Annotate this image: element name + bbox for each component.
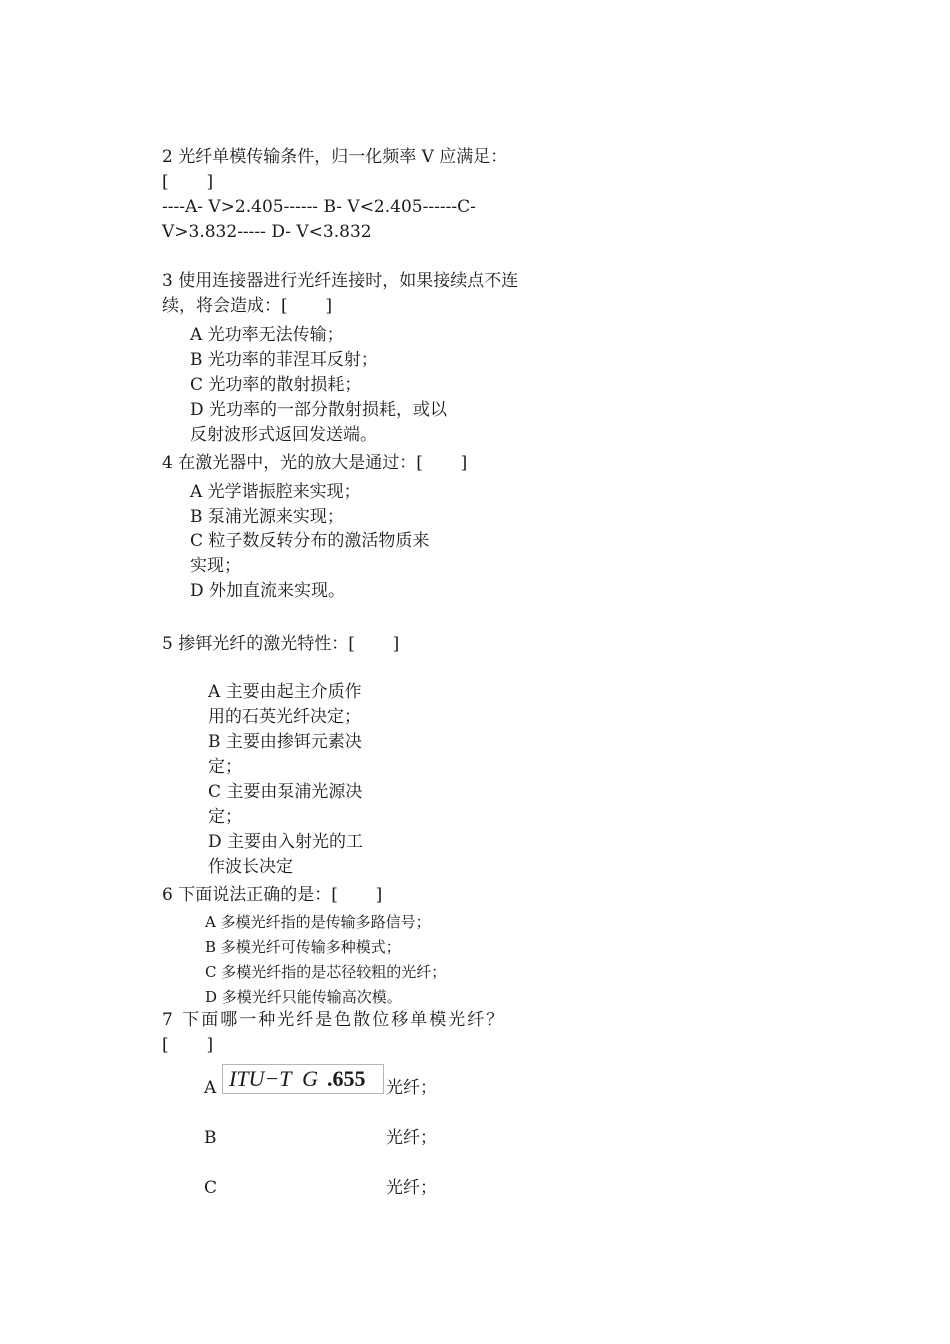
question-6-option-c: C 多模光纤指的是芯径较粗的光纤； [205, 963, 447, 981]
question-6-option-d: D 多模光纤只能传输高次模。 [205, 988, 402, 1006]
question-3-line-2: 续，将会造成：[ ] [162, 296, 333, 316]
question-7-option-c-letter: C [204, 1178, 218, 1198]
question-4-line-1: 4 在激光器中，光的放大是通过：[ ] [162, 453, 468, 473]
formula-number: .655 [327, 1066, 366, 1091]
question-7-option-a-letter: A [204, 1078, 217, 1098]
question-4-option-a: A 光学谐振腔来实现； [190, 482, 361, 502]
question-4-option-b: B 泵浦光源来实现； [190, 507, 344, 527]
formula-itu-t-g: ITU−T G [229, 1066, 319, 1091]
question-7-option-c-suffix: 光纤； [386, 1178, 437, 1198]
question-4-option-d: D 外加直流来实现。 [190, 581, 346, 601]
question-6-option-a: A 多模光纤指的是传输多路信号； [205, 913, 431, 931]
question-5-option-a-line-1: A 主要由起主介质作 [208, 682, 362, 702]
question-3-option-a: A 光功率无法传输； [190, 325, 344, 345]
question-2-options-line-1: ----A- V>2.405------ B- V<2.405------C- [162, 197, 476, 217]
question-5-option-d-line-2: 作波长决定 [208, 857, 293, 877]
question-6-line-1: 6 下面说法正确的是：[ ] [162, 885, 383, 905]
question-4-option-c-line-2: 实现； [190, 556, 241, 576]
question-5-option-b-line-2: 定； [208, 757, 242, 777]
question-7-option-b-letter: B [204, 1128, 217, 1148]
question-5-option-d-line-1: D 主要由入射光的工 [208, 832, 364, 852]
question-3-option-b: B 光功率的菲涅耳反射； [190, 350, 378, 370]
question-5-option-c-line-2: 定； [208, 807, 242, 827]
question-3-line-1: 3 使用连接器进行光纤连接时，如果接续点不连 [162, 271, 519, 291]
itu-t-g655-formula-image [222, 1064, 384, 1094]
question-2-options-line-2: V>3.832----- D- V<3.832 [162, 222, 372, 242]
question-2-line-1: 2 光纤单模传输条件，归一化频率 V 应满足： [162, 147, 508, 167]
question-5-option-b-line-1: B 主要由掺铒元素决 [208, 732, 362, 752]
question-3-option-d-line-1: D 光功率的一部分散射损耗，或以 [190, 400, 448, 420]
question-7-bracket: [ ] [162, 1035, 214, 1055]
question-5-option-c-line-1: C 主要由泵浦光源决 [208, 782, 363, 802]
question-3-option-d-line-2: 反射波形式返回发送端。 [190, 425, 377, 445]
question-7-line-1: 7 下面哪一种光纤是色散位移单模光纤？ [162, 1010, 506, 1030]
question-5-option-a-line-2: 用的石英光纤决定； [208, 707, 361, 727]
question-7-option-a-suffix: 光纤； [386, 1078, 437, 1098]
question-4-option-c-line-1: C 粒子数反转分布的激活物质来 [190, 531, 430, 551]
question-5-line-1: 5 掺铒光纤的激光特性：[ ] [162, 634, 400, 654]
question-6-option-b: B 多模光纤可传输多种模式； [205, 938, 401, 956]
question-7-option-b-suffix: 光纤； [386, 1128, 437, 1148]
question-3-option-c: C 光功率的散射损耗； [190, 375, 362, 395]
question-2-bracket: [ ] [162, 172, 214, 192]
